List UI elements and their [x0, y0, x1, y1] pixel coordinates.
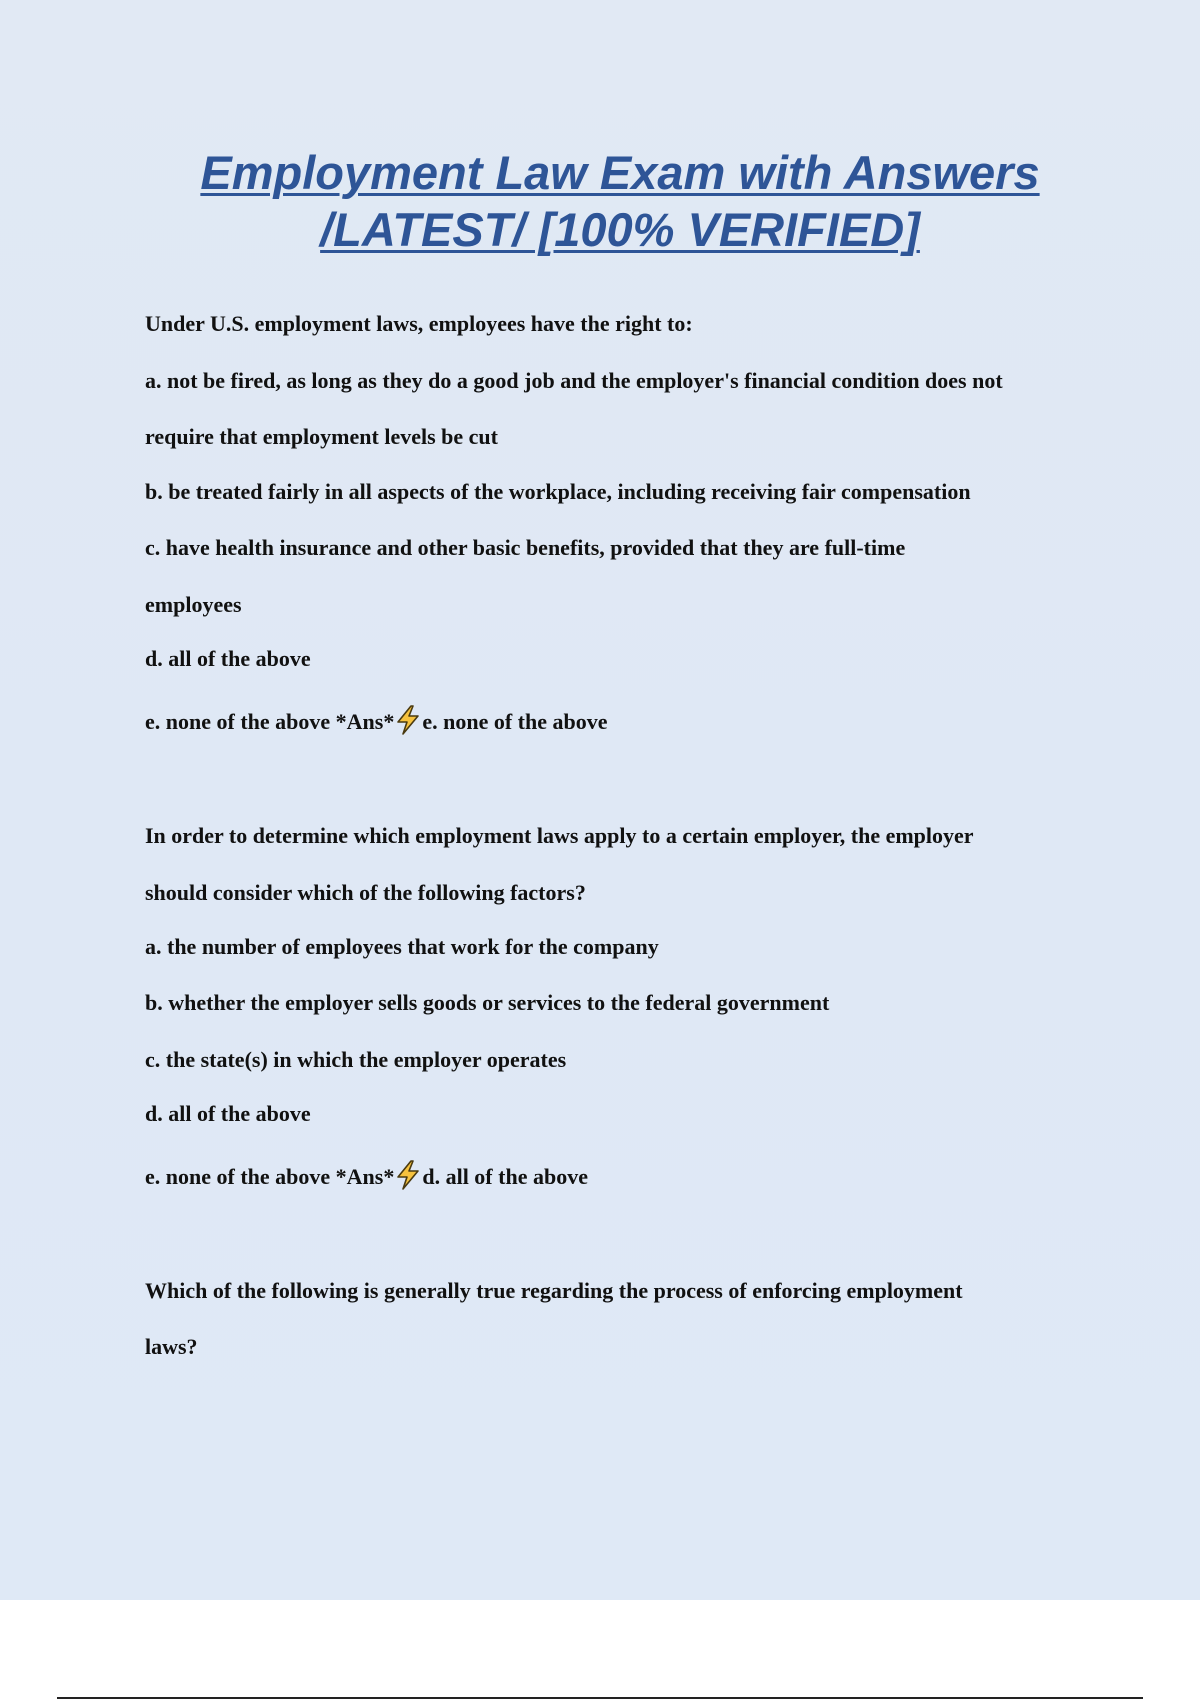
question-stem-continued: laws?	[145, 1334, 198, 1359]
lightning-bolt-icon	[395, 1160, 421, 1190]
question-stem-continued: should consider which of the following factors?	[145, 880, 586, 905]
option-e-with-answer	[145, 1160, 588, 1191]
option-c: c. the state(s) in which the employer operates	[145, 1047, 567, 1072]
option-a: a. the number of employees that work for the company	[145, 934, 659, 959]
document-title	[100, 144, 1140, 258]
option-a: a. not be fired, as long as they do a good job and the employer's financial condition does not	[145, 368, 1003, 393]
option-b: b. be treated fairly in all aspects of the workplace, including receiving fair compensation	[145, 479, 971, 504]
question-stem: Which of the following is generally true regarding the process of enforcing employment	[145, 1278, 963, 1303]
document-title-line-1: Employment Law Exam with Answers	[200, 146, 1040, 199]
option-e: e. none of the above *Ans*	[145, 1164, 395, 1189]
option-e: e. none of the above *Ans*	[145, 709, 395, 734]
footer-divider	[57, 1697, 1143, 1699]
option-e-with-answer	[145, 705, 608, 736]
answer-text: e. none of the above	[422, 709, 608, 734]
option-d: d. all of the above	[145, 1101, 311, 1126]
option-c: c. have health insurance and other basic benefits, provided that they are full-time	[145, 535, 906, 560]
answer-text: d. all of the above	[422, 1164, 588, 1189]
option-c-continued: employees	[145, 592, 242, 617]
option-a-continued: require that employment levels be cut	[145, 424, 498, 449]
document-title-line-2: /LATEST/ [100% VERIFIED]	[320, 203, 920, 256]
question-stem: Under U.S. employment laws, employees have the right to:	[145, 311, 693, 336]
option-b: b. whether the employer sells goods or services to the federal government	[145, 990, 830, 1015]
option-d: d. all of the above	[145, 646, 311, 671]
question-stem: In order to determine which employment laws apply to a certain employer, the employer	[145, 823, 974, 848]
lightning-bolt-icon	[395, 705, 421, 735]
